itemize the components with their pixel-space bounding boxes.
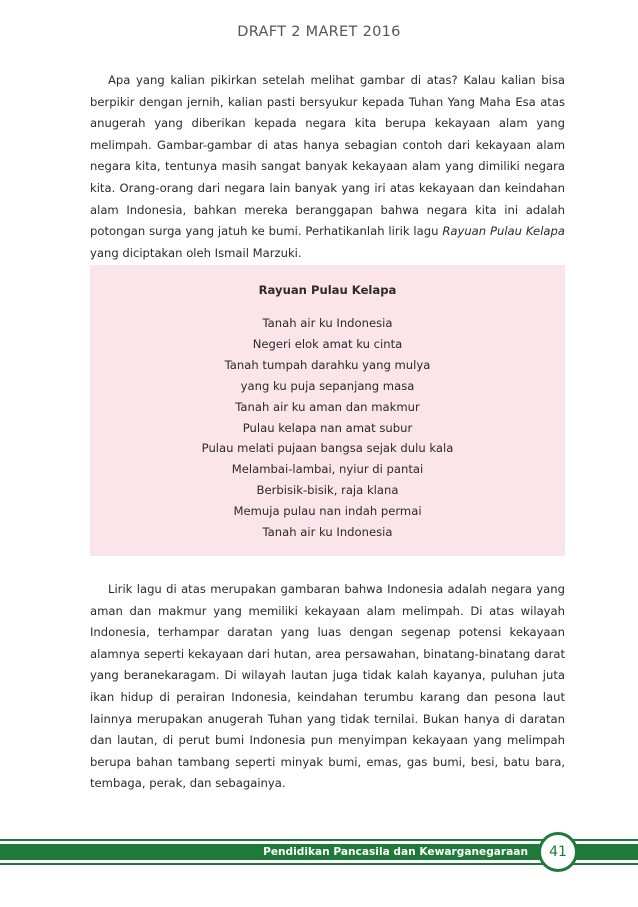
lyric-line: Melambai-lambai, nyiur di pantai xyxy=(231,462,424,477)
lyric-line: Tanah air ku aman dan makmur xyxy=(235,399,420,414)
song-lyrics-box xyxy=(90,265,565,556)
lyric-line: Memuja pulau nan indah permai xyxy=(233,504,422,519)
footer-book-title: Pendidikan Pancasila dan Kewarganegaraan xyxy=(263,846,528,858)
lyric-line: Negeri elok amat ku cinta xyxy=(252,336,403,351)
intro-paragraph xyxy=(90,70,565,264)
intro-text: Apa yang kalian pikirkan setelah melihat gambar di atas? Kalau kalian bisa berpikir dengan jernih, kalian pasti bersyukur kepada Tuhan Yang Maha Esa atas anugerah yang diberikan kepada negara kita berupa kekayaan alam yang melimpah. Gambar-gambar di atas hanya sebagian contoh dari kekayaan alam negara kita, tentunya masih sangat banyak kekayaan alam yang dimiliki negara kita. Orang-orang dari negara lain banyak yang iri atas kekayaan dan keindahan alam Indonesia, bahkan mereka beranggapan bahwa negara kita ini adalah potongan surga yang jatuh ke bumi. Perhatikanlah lirik lagu xyxy=(90,73,565,239)
lyric-line: Tanah air ku Indonesia xyxy=(262,316,393,330)
explanation-paragraph: Lirik lagu di atas merupakan gambaran bahwa Indonesia adalah negara yang aman dan makmur yang memiliki kekayaan alam melimpah. Di atas wilayah Indonesia, terhampar daratan yang luas dengan segenap potensi kekayaan alamnya seperti kekayaan dari hutan, area persawahan, binatang-binatang darat yang beranekaragam. Di wilayah lautan juga tidak kalah kayanya, puluhan juta ikan hidup di perairan Indonesia, keindahan terumbu karang dan pesona laut lainnya merupakan anugerah Tuhan yang tidak ternilai. Bukan hanya di daratan dan lautan, di perut bumi Indonesia pun menyimpan kekayaan yang melimpah berupa bahan tambang seperti minyak bumi, emas, gas bumi, besi, batu bara, tembaga, perak, dan sebagainya. xyxy=(90,582,565,791)
song-lyrics xyxy=(90,313,565,543)
lyric-line: Pulau melati pujaan bangsa sejak dulu kala xyxy=(201,441,454,456)
lyric-line: Pulau kelapa nan amat subur xyxy=(242,420,413,435)
page-number-badge: 41 xyxy=(538,832,578,872)
lyric-line: Tanah tumpah darahku yang mulya xyxy=(224,357,431,372)
draft-watermark-header: DRAFT 2 MARET 2016 xyxy=(237,24,401,40)
intro-text-end: yang diciptakan oleh Ismail Marzuki. xyxy=(90,245,302,260)
song-title: Rayuan Pulau Kelapa xyxy=(258,283,397,297)
lyric-line: Berbisik-bisik, raja klana xyxy=(256,483,399,498)
lyric-line: yang ku puja sepanjang masa xyxy=(240,378,415,393)
song-title-reference: Rayuan Pulau Kelapa xyxy=(442,224,565,239)
lyric-line: Tanah air ku Indonesia xyxy=(262,525,393,540)
